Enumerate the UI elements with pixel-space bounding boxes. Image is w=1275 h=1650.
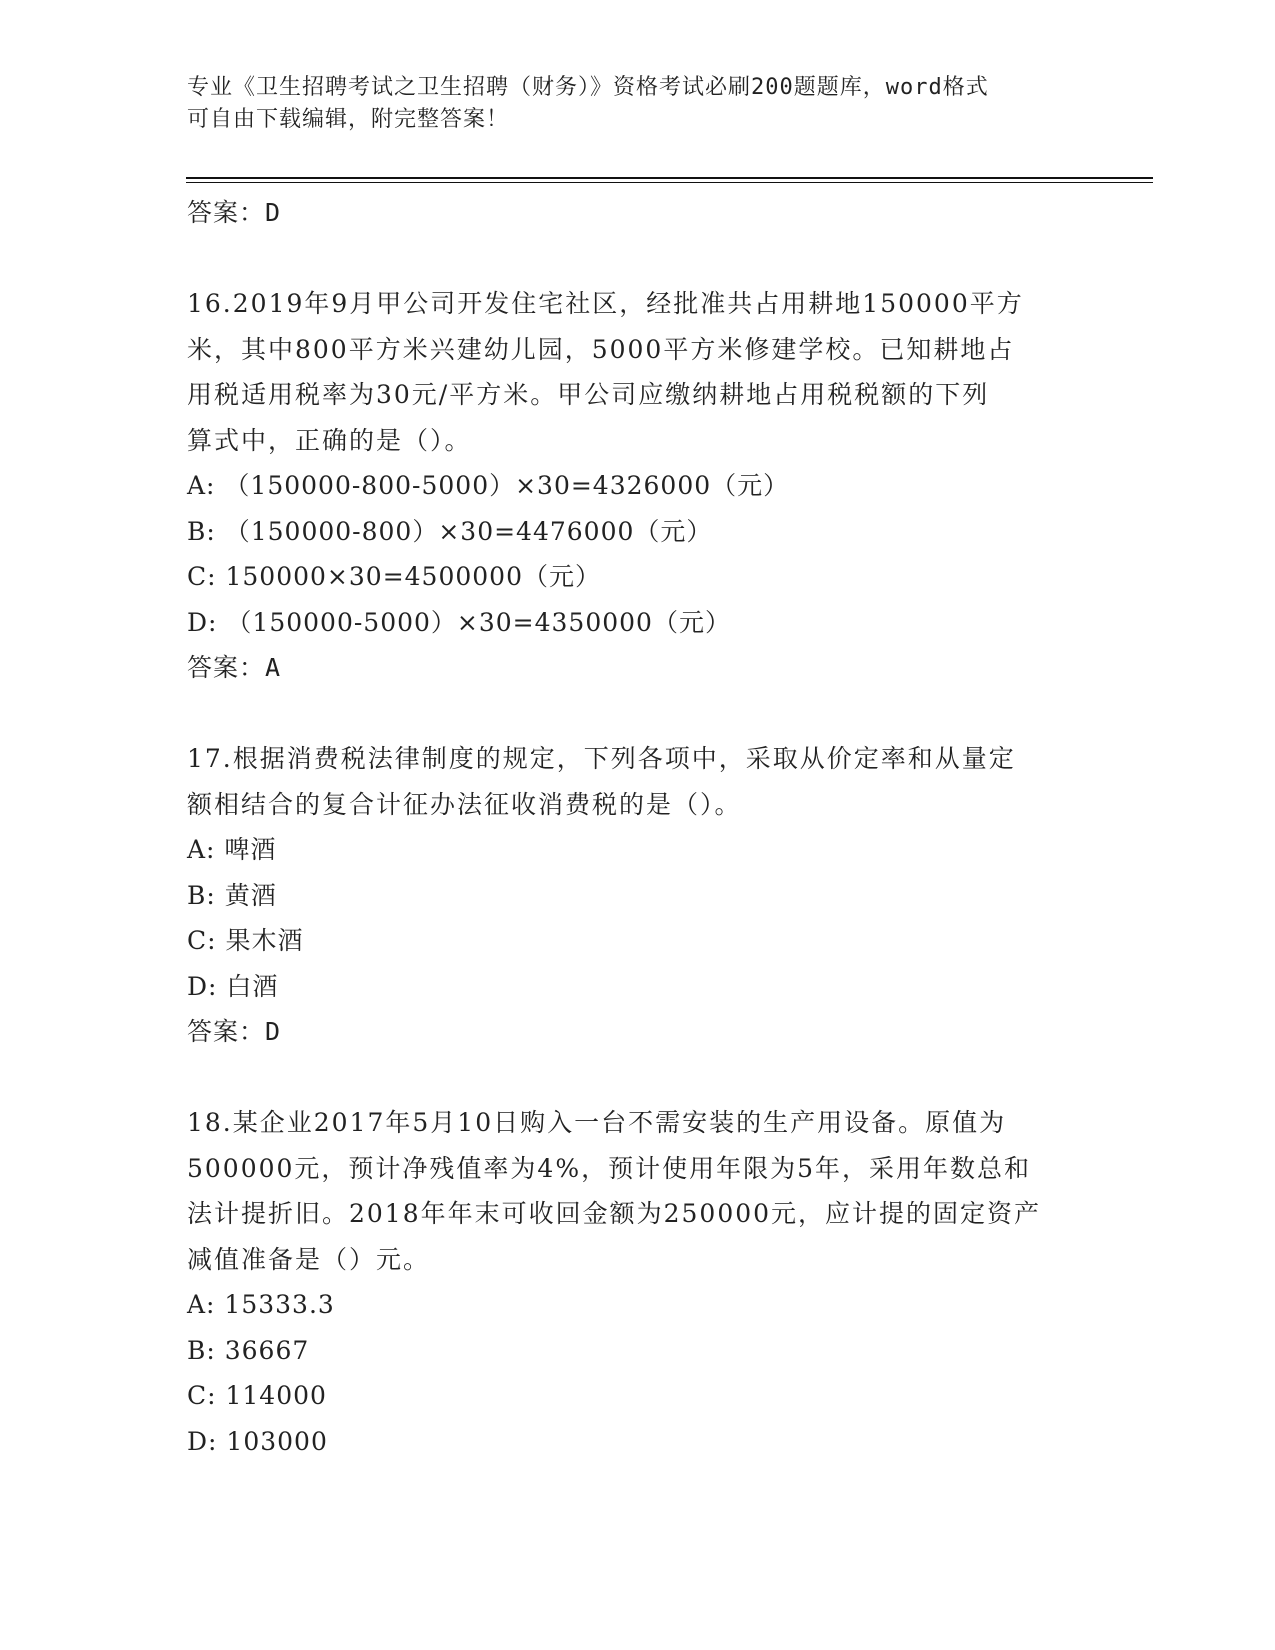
option-d: D: 白酒 bbox=[187, 971, 279, 1001]
option-b: B: 36667 bbox=[187, 1335, 310, 1365]
question-stem-line: 算式中，正确的是（）。 bbox=[187, 425, 472, 455]
question-stem-line: 额相结合的复合计征办法征收消费税的是（）。 bbox=[187, 789, 742, 819]
question-18 bbox=[187, 1100, 1087, 1464]
option-b: B: （150000-800）×30=4476000（元） bbox=[187, 516, 713, 546]
spacer bbox=[187, 1055, 1087, 1101]
question-stem-line: 16.2019年9月甲公司开发住宅社区，经批准共占用耕地150000平方 bbox=[187, 289, 1024, 318]
option-a: A: 15333.3 bbox=[187, 1290, 335, 1319]
option-c: C: 果木酒 bbox=[187, 926, 304, 955]
question-16 bbox=[187, 281, 1087, 691]
question-list bbox=[187, 190, 1087, 1464]
answer-line: 答案：D bbox=[187, 198, 282, 227]
option-d: D: 103000 bbox=[187, 1426, 328, 1456]
option-a: A: （150000-800-5000）×30=4326000（元） bbox=[187, 471, 790, 500]
header-line-2: 可自由下载编辑，附完整答案！ bbox=[187, 107, 510, 132]
question-stem-line: 用税适用税率为30元/平方米。甲公司应缴纳耕地占用税税额的下列 bbox=[187, 380, 990, 409]
question-stem-line: 500000元，预计净残值率为4%，预计使用年限为5年，采用年数总和 bbox=[187, 1153, 1032, 1183]
option-c: C: 114000 bbox=[187, 1381, 327, 1410]
option-c: C: 150000×30=4500000（元） bbox=[187, 562, 601, 591]
question-stem-line: 18.某企业2017年5月10日购入一台不需安装的生产用设备。原值为 bbox=[187, 1108, 1007, 1137]
question-stem-line: 法计提折旧。2018年年末可收回金额为250000元，应计提的固定资产 bbox=[187, 1199, 1042, 1228]
header-divider-thin bbox=[186, 182, 1153, 183]
spacer bbox=[187, 691, 1087, 737]
page-header bbox=[187, 72, 1087, 136]
option-a: A: 啤酒 bbox=[187, 835, 277, 864]
header-line-1: 专业《卫生招聘考试之卫生招聘（财务）》资格考试必刷200题题库，word格式 bbox=[187, 75, 989, 100]
question-17 bbox=[187, 736, 1087, 1055]
option-d: D: （150000-5000）×30=4350000（元） bbox=[187, 607, 731, 637]
answer-line: 答案：D bbox=[187, 1017, 282, 1046]
question-stem-line: 17.根据消费税法律制度的规定，下列各项中，采取从价定率和从量定 bbox=[187, 744, 1016, 773]
spacer bbox=[187, 236, 1087, 282]
option-b: B: 黄酒 bbox=[187, 880, 277, 910]
answer-line: 答案：A bbox=[187, 653, 282, 682]
question-stem-line: 米，其中800平方米兴建幼儿园，5000平方米修建学校。已知耕地占 bbox=[187, 334, 1015, 364]
header-divider bbox=[186, 177, 1153, 179]
question-stem-line: 减值准备是（）元。 bbox=[187, 1244, 431, 1274]
